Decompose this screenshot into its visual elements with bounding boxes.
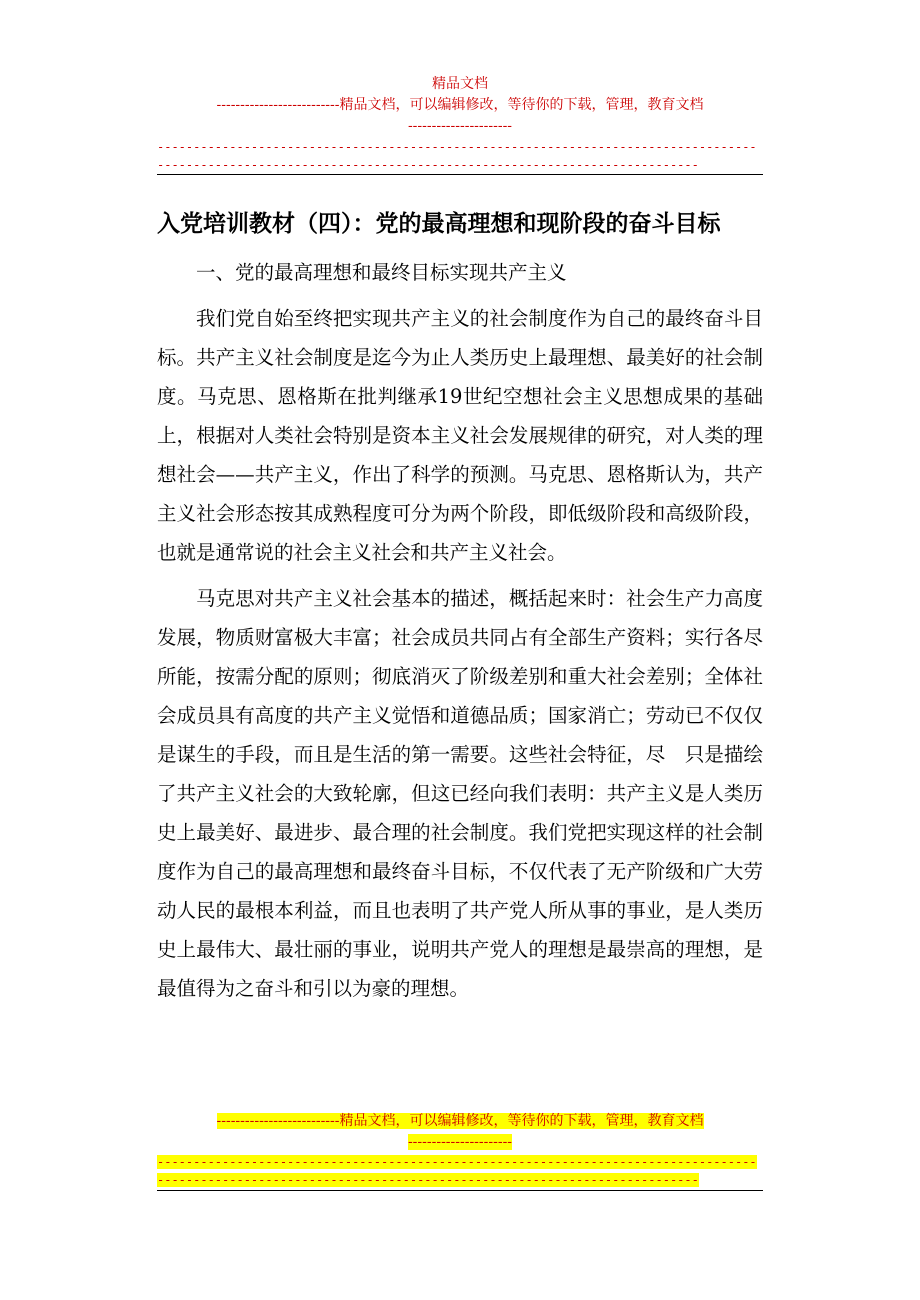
page-footer [157, 1111, 763, 1153]
document-title: 入党培训教材（四）：党的最高理想和现阶段的奋斗目标 [157, 210, 721, 237]
header-divider [157, 174, 763, 175]
paragraph: 我们党自始至终把实现共产主义的社会制度作为自己的最终奋斗目标。共产主义社会制度是迄今为止人类历史上最理想、最美好的社会制度。马克思、恩格斯在批判继承19世纪空想社会主义思想成果的基础上，根据对人类社会特别是资本主义社会发展规律的研究，对人类的理想社会——共产主义，作出了科学的预测。马克思、恩格斯认为，共产主义社会形态按其成熟程度可分为两个阶段，即低级阶段和高级阶段，也就是通常说的社会主义社会和共产主义社会。 [157, 307, 763, 564]
header-watermark-line: --------------------------精品文档，可以编辑修改，等待你的下载，管理，教育文档 [216, 97, 704, 113]
header-long-dashes: -------------------------------------------------------------------------------------------------------------------------------------------------------------- [157, 140, 757, 172]
section-heading: 一、党的最高理想和最终目标实现共产主义 [196, 261, 567, 284]
footer-long-dashes-text: -------------------------------------------------------------------------------------------------------------------------------------------------------------- [157, 1155, 757, 1187]
footer-divider [157, 1190, 763, 1191]
document-body [157, 253, 763, 1008]
footer-watermark-tail: ---------------------- [407, 1134, 513, 1150]
page-header [157, 74, 763, 137]
footer-watermark-line: --------------------------精品文档，可以编辑修改，等待你的下载，管理，教育文档 [216, 1113, 704, 1129]
footer-long-dashes [157, 1153, 763, 1189]
header-label: 精品文档 [432, 76, 488, 92]
paragraph: 马克思对共产主义社会基本的描述，概括起来时：社会生产力高度发展，物质财富极大丰富；社会成员共同占有全部生产资料；实行各尽所能，按需分配的原则；彻底消灭了阶级差别和重大社会差别；全体社会成员具有高度的共产主义觉悟和道德品质；国家消亡；劳动已不仅仅是谋生的手段，而且是生活的第一需要。这些社会特征，尽 只是描绘了共产主义社会的大致轮廓，但这已经向我们表明：共产主义是人类历史上最美好、最进步、最合理的社会制度。我们党把实现这样的社会制度作为自己的最高理想和最终奋斗目标，不仅代表了无产阶级和广大劳动人民的最根本利益，而且也表明了共产党人所从事的事业，是人类历史上最伟大、最壮丽的事业，说明共产党人的理想是最崇高的理想，是最值得为之奋斗和引以为豪的理想。 [157, 587, 763, 1000]
header-watermark-tail: ---------------------- [407, 118, 513, 134]
